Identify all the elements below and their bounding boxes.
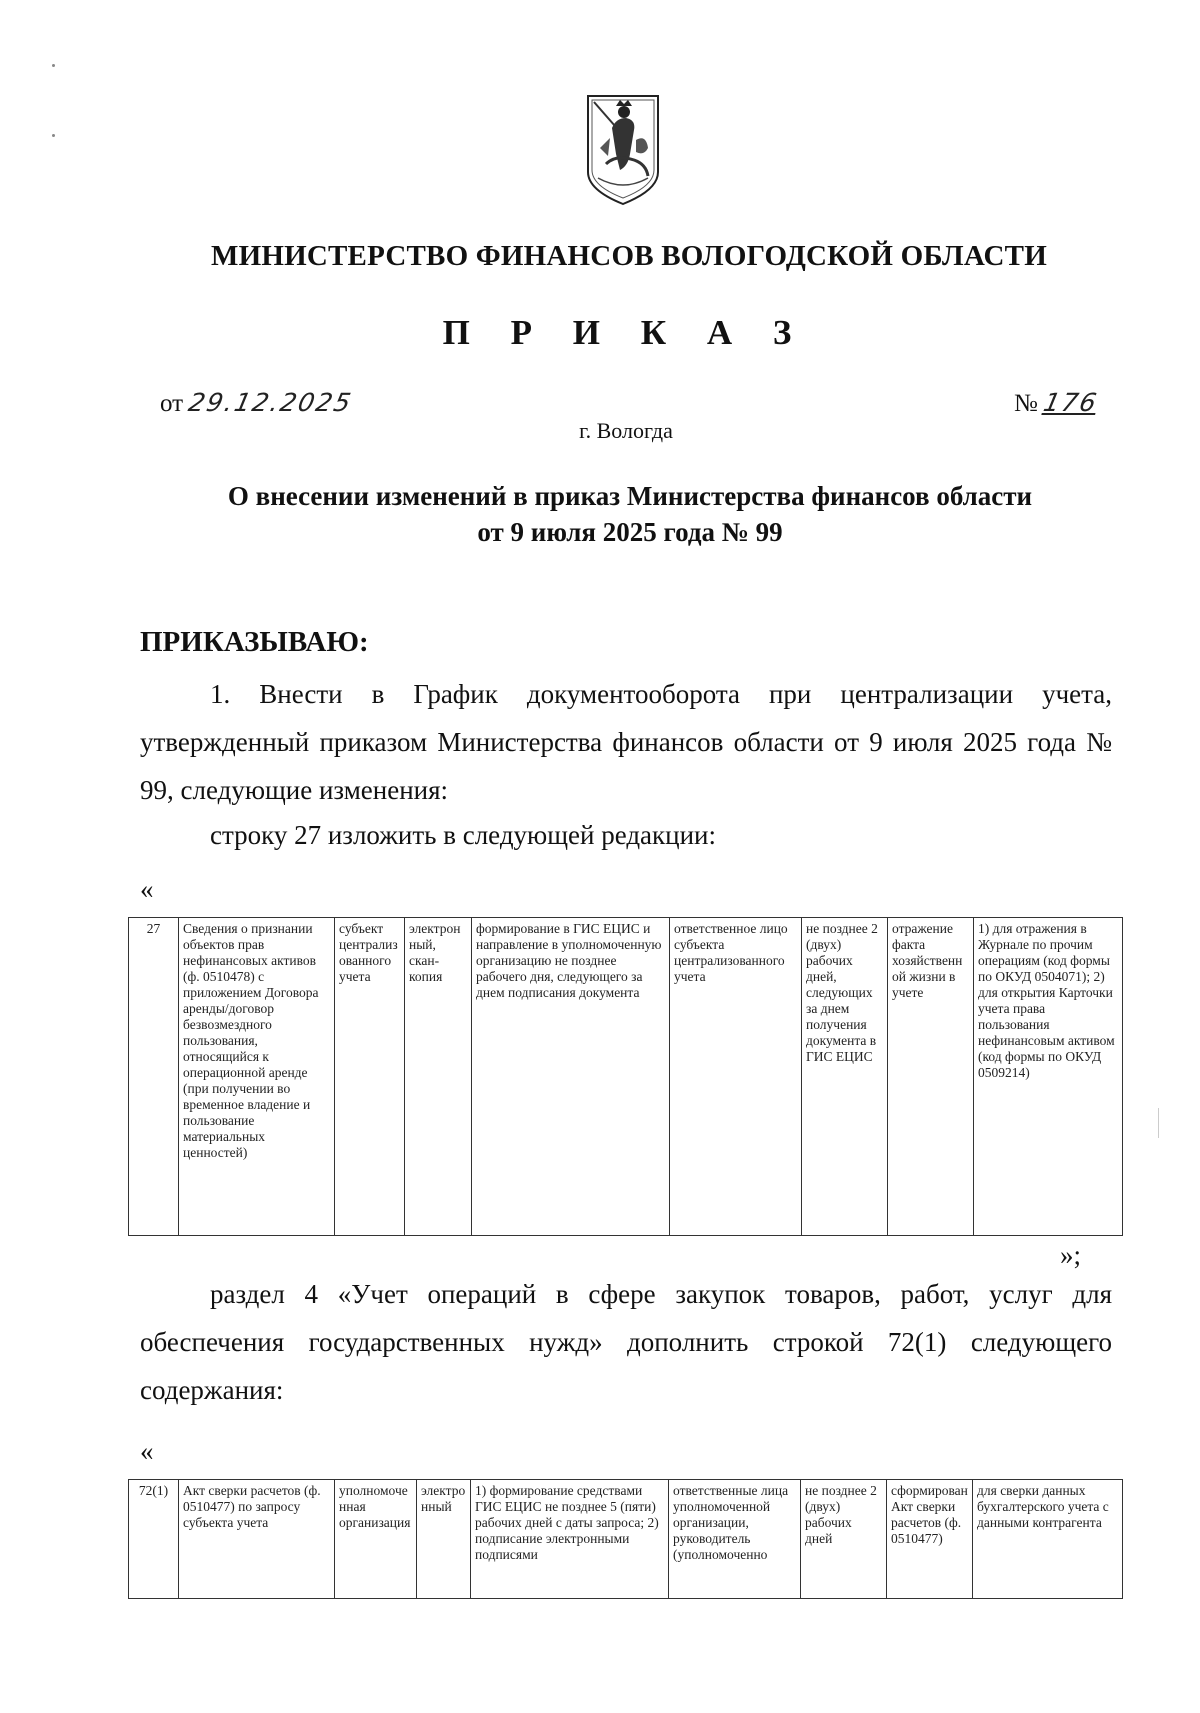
table-cell: субъект централизованного учета bbox=[335, 918, 405, 1236]
open-quote-2: « bbox=[140, 1436, 154, 1466]
handwritten-date: 29.12.2025 bbox=[186, 388, 356, 417]
table-cell: ответственное лицо субъекта централизованного учета bbox=[670, 918, 802, 1236]
paragraph-1 bbox=[140, 670, 1112, 814]
table-cell: 1) формирование средствами ГИС ЕЦИС не позднее 5 (пяти) рабочих дней с даты запроса; 2) подписание электронными подписями bbox=[471, 1480, 669, 1599]
table-cell: для сверки данных бухгалтерского учета с данными контрагента bbox=[973, 1480, 1123, 1599]
title-line-1: О внесении изменений в приказ Министерства финансов области bbox=[227, 481, 1033, 511]
paragraph-3: раздел 4 «Учет операций в сфере закупок товаров, работ, услуг для обеспечения государственных нужд» дополнить строкой 72(1) следующего содержания: bbox=[140, 1279, 1112, 1405]
table-cell: формирование в ГИС ЕЦИС и направление в уполномоченную организацию не позднее рабочего дня, следующего за днем подписания документа bbox=[472, 918, 670, 1236]
table-cell: отражение факта хозяйственной жизни в учете bbox=[888, 918, 974, 1236]
number-prefix: № bbox=[1014, 390, 1038, 417]
table-row bbox=[129, 918, 1123, 1236]
table-cell: 27 bbox=[129, 918, 179, 1236]
coat-of-arms-icon bbox=[586, 94, 660, 206]
document-type: П Р И К А З bbox=[442, 313, 808, 352]
table-cell: 72(1) bbox=[129, 1480, 179, 1599]
city: г. Вологда bbox=[579, 418, 673, 443]
handwritten-number: 176 bbox=[1041, 388, 1101, 417]
table-cell: не позднее 2 (двух) рабочих дней, следующих за днем получения документа в ГИС ЕЦИС bbox=[802, 918, 888, 1236]
ministry-name: МИНИСТЕРСТВО ФИНАНСОВ ВОЛОГОДСКОЙ ОБЛАСТИ bbox=[211, 240, 1047, 272]
table-cell: уполномоченная организация bbox=[335, 1480, 417, 1599]
table-cell: Акт сверки расчетов (ф. 0510477) по запросу субъекта учета bbox=[179, 1480, 335, 1599]
table-cell: электронный, скан-копия bbox=[405, 918, 472, 1236]
paragraph-2: строку 27 изложить в следующей редакции: bbox=[210, 820, 717, 850]
open-quote: « bbox=[140, 874, 154, 904]
table-cell: электронный bbox=[417, 1480, 471, 1599]
close-quote: »; bbox=[1060, 1240, 1082, 1270]
table-cell: 1) для отражения в Журнале по прочим операциям (код формы по ОКУД 0504071); 2) для открытия Карточки учета права пользования нефинансовым активом (код формы по ОКУД 0509214) bbox=[974, 918, 1123, 1236]
table-cell: сформирован Акт сверки расчетов (ф. 0510477) bbox=[887, 1480, 973, 1599]
date-line bbox=[160, 388, 356, 418]
scan-speck bbox=[52, 64, 55, 67]
scan-mark bbox=[1158, 1108, 1159, 1138]
number-line bbox=[1014, 388, 1101, 418]
table-row bbox=[129, 1480, 1123, 1599]
document-title bbox=[140, 478, 1120, 550]
paragraph-1-text: 1. Внести в График документооборота при централизации учета, утвержденный приказом Министерства финансов области от 9 июля 2025 года № 99, следующие изменения: bbox=[140, 679, 1112, 805]
table-cell: Сведения о признании объектов прав нефинансовых активов (ф. 0510478) с приложением Договора аренды/договор безвозмездного пользования, относящийся к операционной аренде (при получении во временное владение и пользование материальных ценностей) bbox=[179, 918, 335, 1236]
scan-speck bbox=[52, 134, 55, 137]
order-word: ПРИКАЗЫВАЮ: bbox=[140, 626, 369, 658]
table-cell: не позднее 2 (двух) рабочих дней bbox=[801, 1480, 887, 1599]
title-line-2: от 9 июля 2025 года № 99 bbox=[477, 517, 783, 547]
table-row-72-1 bbox=[128, 1479, 1123, 1599]
table-cell: ответственные лица уполномоченной организации, руководитель (уполномоченно bbox=[669, 1480, 801, 1599]
date-prefix: от bbox=[160, 390, 184, 417]
table-row-27 bbox=[128, 917, 1123, 1236]
